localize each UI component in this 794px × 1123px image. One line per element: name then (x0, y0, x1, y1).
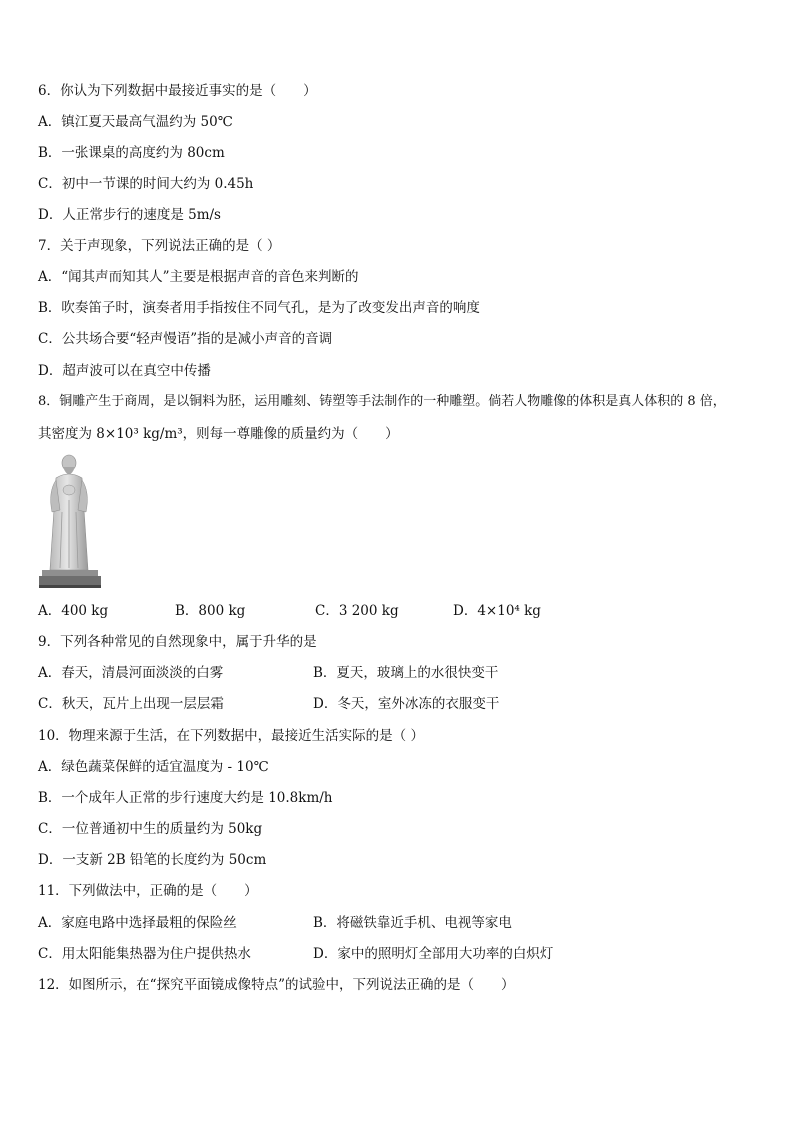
statue-photo (38, 452, 102, 588)
q11-option-a: A．家庭电路中选择最粗的保险丝 (38, 915, 237, 931)
q6-option-b: B．一张课桌的高度约为 80cm (38, 145, 225, 161)
q6-stem: 6．你认为下列数据中最接近事实的是（ ） (38, 83, 317, 99)
q8-option-a: A．400 kg (38, 603, 109, 619)
q8-option-b: B．800 kg (175, 603, 246, 619)
q10-option-d: D．一支新 2B 铅笔的长度约为 50cm (38, 852, 267, 868)
q10-option-c: C．一位普通初中生的质量约为 50kg (38, 821, 263, 837)
q9-option-c: C．秋天，瓦片上出现一层层霜 (38, 696, 224, 712)
q7-option-c: C．公共场合要“轻声慢语”指的是减小声音的音调 (38, 331, 333, 347)
q6-option-a: A．镇江夏天最高气温约为 50℃ (38, 114, 233, 130)
q9-option-a: A．春天，清晨河面淡淡的白雾 (38, 665, 224, 681)
q6-option-c: C．初中一节课的时间大约为 0.45h (38, 176, 254, 192)
q7-option-d: D．超声波可以在真空中传播 (38, 363, 211, 379)
q9-option-b: B．夏天，玻璃上的水很快变干 (313, 665, 499, 681)
q10-option-a: A．绿色蔬菜保鲜的适宜温度为 - 10℃ (38, 759, 269, 775)
q10-option-b: B．一个成年人正常的步行速度大约是 10.8km/h (38, 790, 333, 806)
q8-option-c: C．3 200 kg (315, 603, 399, 619)
q11-option-d: D．家中的照明灯全部用大功率的白炽灯 (313, 946, 554, 962)
q7-option-a: A．“闻其声而知其人”主要是根据声音的音色来判断的 (38, 269, 359, 285)
q7-option-b: B．吹奏笛子时，演奏者用手指按住不同气孔，是为了改变发出声音的响度 (38, 300, 480, 316)
q11-stem: 11．下列做法中，正确的是（ ） (38, 883, 258, 899)
q9-option-d: D．冬天，室外冰冻的衣服变干 (313, 696, 500, 712)
q6-option-d: D．人正常步行的速度是 5m/s (38, 207, 221, 223)
q8-stem-line1: 8．铜雕产生于商周，是以铜料为胚，运用雕刻、铸塑等手法制作的一种雕塑。倘若人物雕像的体积是真人体积的 8 倍， (38, 394, 726, 409)
q8-option-d: D．4×10⁴ kg (453, 603, 541, 619)
q11-option-b: B．将磁铁靠近手机、电视等家电 (313, 915, 512, 931)
q7-stem: 7．关于声现象，下列说法正确的是（ ） (38, 238, 281, 254)
q9-stem: 9．下列各种常见的自然现象中，属于升华的是 (38, 634, 317, 650)
q8-stem-line2: 其密度为 8×10³ kg/m³，则每一尊雕像的质量约为（ ） (38, 426, 399, 442)
q11-option-c: C．用太阳能集热器为住户提供热水 (38, 946, 251, 962)
q12-stem: 12．如图所示，在“探究平面镜成像特点”的试验中，下列说法正确的是（ ） (38, 977, 515, 993)
q10-stem: 10．物理来源于生活，在下列数据中，最接近生活实际的是（ ） (38, 728, 424, 744)
